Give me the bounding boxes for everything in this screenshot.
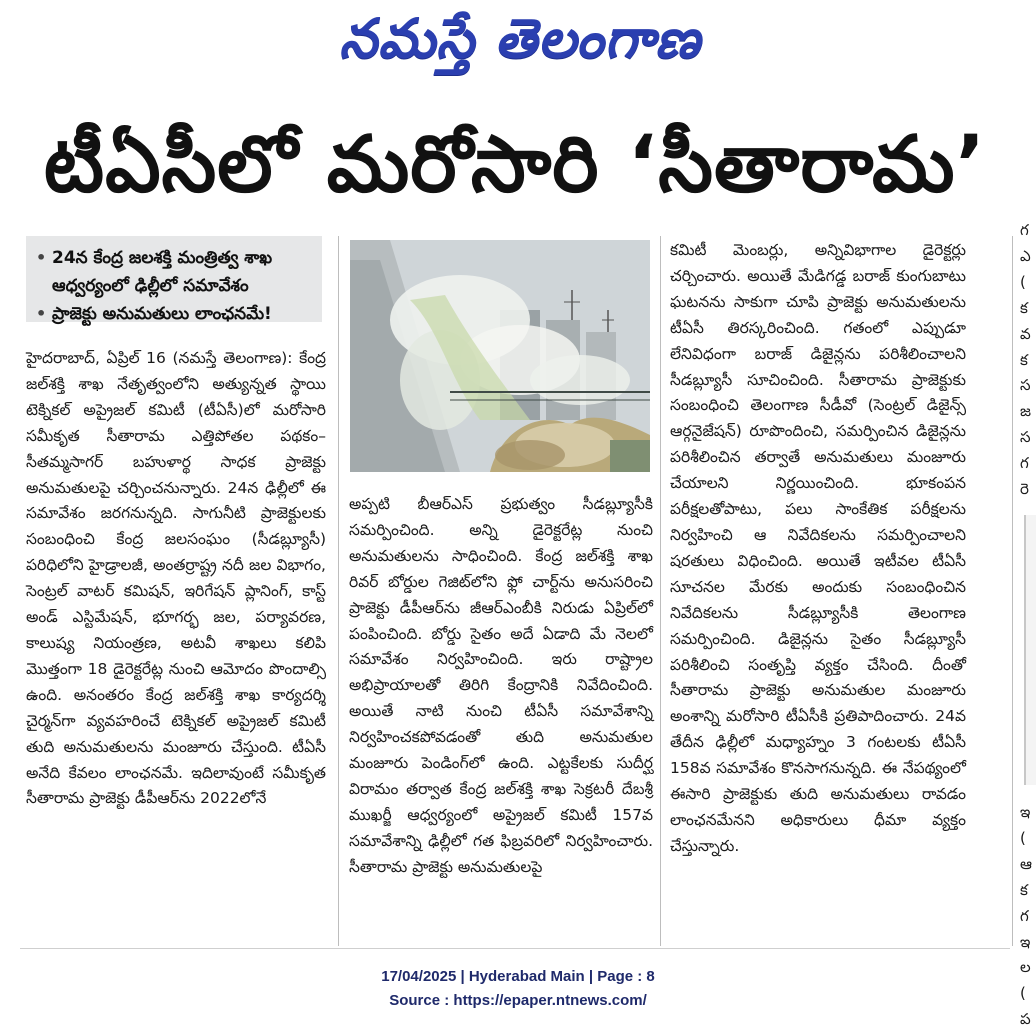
adjacent-article-edge: ఇ ( ఆ క గ ఇ ల ( ప [1020, 803, 1032, 1029]
highlight-item [34, 300, 316, 328]
adjacent-article-edge: గ ఎ ( క వ క స జ స గ రె [1020, 221, 1031, 499]
article-text: అప్పటి బీఆర్ఎస్ ప్రభుత్వం సీడబ్ల్యూసీకి సమర్పించింది. అన్ని డైరెక్టరేట్ల నుంచి అనుమతులను సాధించింది. కేంద్ర జల్‌శక్తి శాఖ రివర్ బోర్డుల గెజిట్‌లోని ఫ్లో చార్ట్‌ను అనుసరించి ప్రాజెక్టు డీపీఆర్‌ను జీఆర్ఎంబీకి నిరుడు ఏప్రిల్‌లో పంపించింది. బోర్డు సైతం అదే ఏడాది మే నెలలో సమావేశం నిర్వహించింది. ఇరు రాష్ట్రాల అభిప్రాయాలతో తిరిగి కేంద్రానికి నివేదించింది. అయితే నాటి నుంచి టీఏసీ సమావేశాన్ని నిర్వహించకపోవడంతో తుది అనుమతుల మంజూరు పెండింగ్‌లో ఉంది. ఎట్టకేలకు సుదీర్ఘ విరామం తర్వాత కేంద్ర జల్‌శక్తి శాఖ సెక్రటరీ దేబశ్రీ ముఖర్జీ ఆధ్వర్యంలో అప్రైజల్ కమిటీ 157వ సమావేశాన్ని ఢిల్లీలో గత ఫిబ్రవరిలో నిర్వహించారు. సీతారామ ప్రాజెక్టు అనుమతులపై [349, 495, 653, 876]
column-divider [1012, 236, 1013, 946]
article-column-2 [349, 492, 653, 881]
highlight-text: ప్రాజెక్టు అనుమతులు లాంఛనమే! [52, 304, 272, 324]
article-column-1 [26, 346, 326, 812]
article-text: హైదరాబాద్, ఏప్రిల్ 16 (నమస్తే తెలంగాణ): కేంద్ర జల్‌శక్తి శాఖ నేతృత్వంలోని అత్యున్నత స్థాయి టెక్నికల్ అప్రైజల్ కమిటీ (టీఏసీ)లో మరోసారి సమీకృత సీతారామ ఎత్తిపోతల పథకం– సీతమ్మసాగర్ బహుళార్థ సాధక ప్రాజెక్టు అనుమతులపై చర్చించనున్నారు. 24న ఢిల్లీలో ఈ సమావేశం జరగనున్నది. సాగునీటి ప్రాజెక్టులకు సంబంధించి కేంద్ర జలసంఘం (సీడబ్ల్యూసీ) పరిధిలోని హైడ్రాలజీ, అంతర్రాష్ట్ర నదీ జల విభాగం, సెంట్రల్ వాటర్ కమిషన్, ఇరిగేషన్ ప్లానింగ్, కాస్ట్ అండ్ ఎస్టిమేషన్, భూగర్భ జల, పర్యావరణ, కాలుష్య నియంత్రణ, అటవీ శాఖలు కలిపి మొత్తంగా 18 డైరెక్టరేట్ల నుంచి ఆమోదం పొందాల్సి ఉంది. అనంతరం కేంద్ర జల్‌శక్తి శాఖ కార్యదర్శి చైర్మన్‌గా వ్యవహరించే టెక్నికల్ అప్రైజల్ కమిటీ తుది అనుమతులను మంజూరు చేస్తుంది. టీఏసీ అనేది కేవలం లాంఛనమే. ఇదిలావుంటే సమీకృత సీతారామ ప్రాజెక్టు డీపీఆర్‌ను 2022లోనే [26, 349, 326, 808]
column-divider [660, 236, 661, 946]
footer-divider [20, 948, 1010, 949]
footer-edition-info: 17/04/2025 | Hyderabad Main | Page : 8 [381, 968, 655, 985]
highlights-box [26, 236, 322, 322]
footer-source-link[interactable]: Source : https://epaper.ntnews.com/ [389, 992, 647, 1009]
column-divider [338, 236, 339, 946]
bullet-icon: • [36, 304, 47, 323]
dam-photo [350, 240, 650, 472]
adjacent-box [1024, 515, 1036, 785]
dam-spillway-image [350, 240, 650, 472]
headline: టీఏసీలో మరోసారి ‘సీతారామ’ [43, 120, 987, 210]
article-text: కమిటీ మెంబర్లు, అన్నివిభాగాల డైరెక్టర్లు చర్చించారు. అయితే మేడిగడ్డ బరాజ్ కుంగుబాటు ఘటనను సాకుగా చూపి ప్రాజెక్టు అనుమతులను టీఏసీ తిరస్కరించింది. గతంలో ఎప్పుడూ లేనివిధంగా బరాజ్ డిజైన్లను పరిశీలించాలని సీడబ్ల్యూసీ సూచించింది. సీతారామ ప్రాజెక్టుకు సంబంధించి తెలంగాణ సీడీవో (సెంట్రల్ డిజైన్స్ ఆర్గనైజేషన్) రూపొందించి, సమర్పించిన డిజైన్లను పరిశీలించిన తర్వాతే అనుమతులు మంజూరు చేయాలని నిర్ణయించింది. భూకంపన పరీక్షలతోపాటు, పలు సాంకేతిక పరీక్షలను నిర్వహించి ఆ నివేదికలను సమర్పించాలని షరతులు విధించింది. అయితే ఇటీవల టీఏసీ సూచనల మేరకు అందుకు సంబంధించిన నివేదికలను సీడబ్ల్యూసీకి తెలంగాణ సమర్పించింది. డిజైన్లను సైతం సీడబ్ల్యూసీ పరిశీలించి సంతృప్తి వ్యక్తం చేసింది. దీంతో సీతారామ ప్రాజెక్టు అనుమతుల మంజూరు అంశాన్ని మరోసారి టీఏసీకి ప్రతిపాదించారు. 24వ తేదీన ఢిల్లీలో మధ్యాహ్నం 3 గంటలకు టీఏసీ 158వ సమావేశం కొనసాగనున్నది. ఈ నేపథ్యంలో ఈసారి ప్రాజెక్టుకు తుది అనుమతులు రావడం లాంఛనమేనని అధికారులు ధీమా వ్యక్తం చేస్తున్నారు. [670, 241, 966, 855]
masthead-logo: నమస్తే తెలంగాణ [339, 7, 701, 70]
bullet-icon: • [36, 248, 47, 267]
highlight-text: 24న కేంద్ర జలశక్తి మంత్రిత్వ శాఖ ఆధ్వర్యంలో ఢిల్లీలో సమావేశం [52, 248, 273, 296]
article-column-3 [670, 238, 966, 860]
highlight-item [34, 244, 316, 300]
